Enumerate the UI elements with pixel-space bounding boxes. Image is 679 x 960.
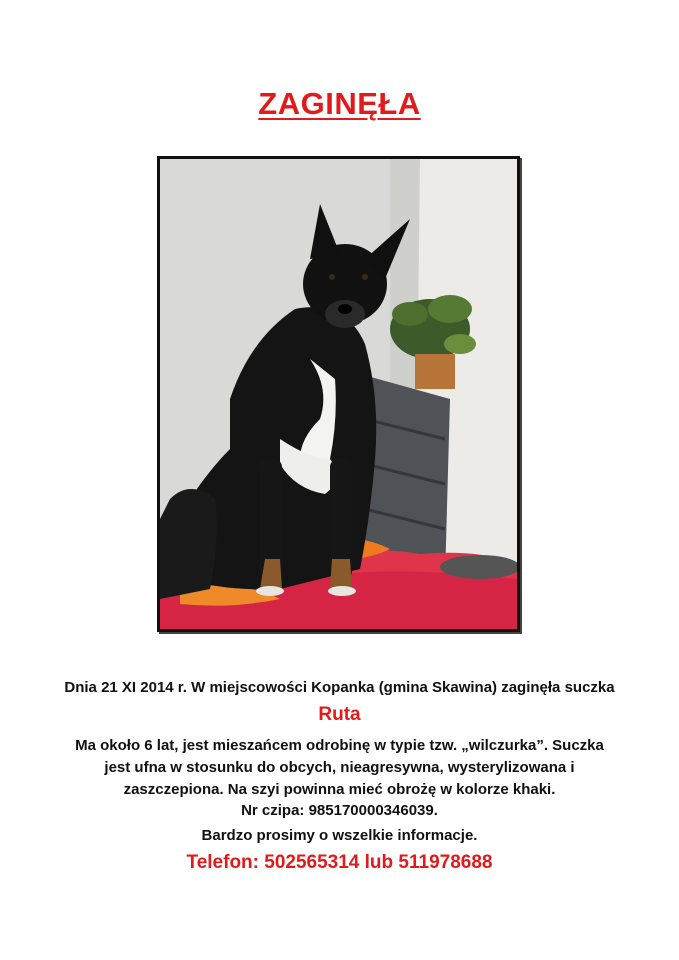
request-text: Bardzo prosimy o wszelkie informacje.	[201, 827, 478, 844]
phone-contact: Telefon: 502565314 lub 511978688	[186, 852, 493, 873]
dog-name: Ruta	[318, 704, 361, 725]
intro-text: Dnia 21 XI 2014 r. W miejscowości Kopanka (gmina Skawina) zaginęła suczka	[64, 679, 615, 696]
poster-title: ZAGINĘŁA	[258, 86, 421, 121]
chip-number: Nr czipa: 985170000346039.	[241, 802, 438, 819]
dog-photo	[157, 156, 520, 632]
description-line: Ma około 6 lat, jest mieszańcem odrobinę w typie tzw. „wilczurka”. Suczka	[75, 737, 604, 754]
description	[40, 735, 639, 801]
dog-photo-illustration	[160, 159, 517, 629]
description-line: jest ufna w stosunku do obcych, nieagresywna, wysterylizowana i	[104, 759, 575, 776]
description-line: zaszczepiona. Na szyi powinna mieć obrożę w kolorze khaki.	[123, 781, 556, 798]
